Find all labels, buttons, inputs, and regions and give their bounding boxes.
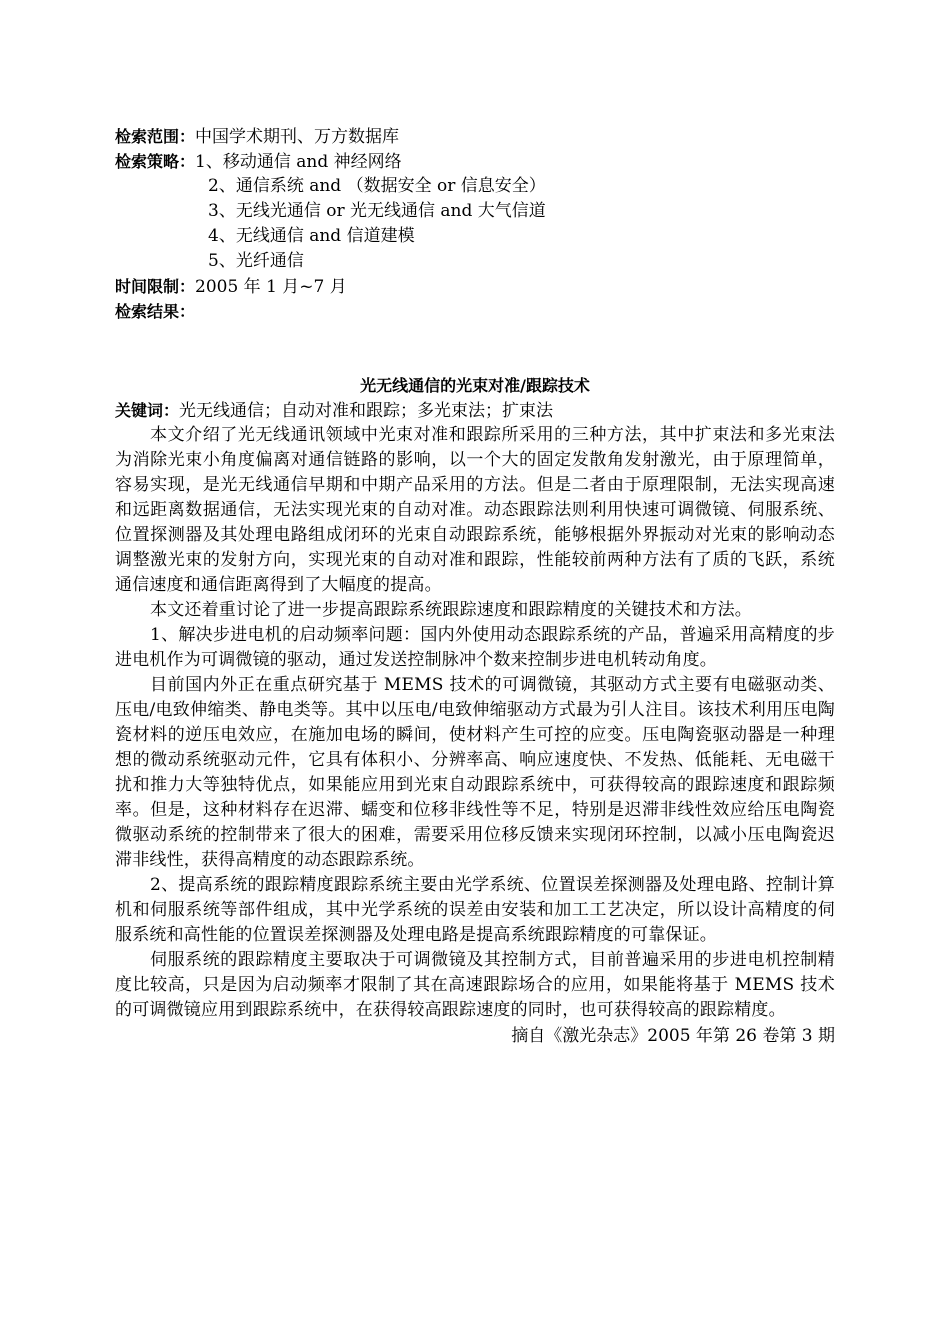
time-limit-label: 时间限制： [115,277,196,296]
search-scope-row [115,124,835,149]
search-result-row [115,299,835,324]
search-strategy-row [115,149,835,174]
search-strategy-item: 1、移动通信 and 神经网络 [195,152,402,172]
search-info [115,124,835,324]
article-paragraph: 本文还着重讨论了进一步提高跟踪系统跟踪速度和跟踪精度的关键技术和方法。 [150,600,752,620]
time-limit-value: 2005 年 1 月~7 月 [195,277,347,297]
search-strategy-row [115,199,835,224]
search-strategy-label: 检索策略： [115,152,196,171]
keywords-label: 关键词： [115,401,180,420]
search-strategy-item: 2、通信系统 and （数据安全 or 信息安全） [208,176,546,196]
search-scope-value: 中国学术期刊、万方数据库 [195,127,400,147]
search-strategy-item: 4、无线通信 and 信道建模 [208,226,415,246]
search-scope-label: 检索范围： [115,127,196,146]
search-result-label: 检索结果： [115,302,196,321]
article-paragraph: 本文介绍了光无线通讯领域中光束对准和跟踪所采用的三种方法，其中扩束法和多光束法为消除光束小角度偏离对通信链路的影响，以一个大的固定发散角发射激光，由于原理简单，容易实现，是光无线通信早期和中期产品采用的方法。但是二者由于原理限制，无法实现高速和远距离数据通信，无法实现光束的自动对准。动态跟踪法则利用快速可调微镜、伺服系统、位置探测器及其处理电路组成闭环的光束自动跟踪系统，能够根据外界振动对光束的影响动态调整激光束的发射方向，实现光束的自动对准和跟踪，性能较前两种方法有了质的飞跃，系统通信速度和通信距离得到了大幅度的提高。 [115,425,835,595]
time-limit-row [115,274,835,299]
article-paragraph: 2、提高系统的跟踪精度跟踪系统主要由光学系统、位置误差探测器及处理电路、控制计算机和伺服系统等部件组成，其中光学系统的误差由安装和加工工艺决定，所以设计高精度的伺服系统和高性能的位置误差探测器及处理电路是提高系统跟踪精度的可靠保证。 [115,875,835,945]
keywords-row [115,398,835,423]
article-paragraph: 目前国内外正在重点研究基于 MEMS 技术的可调微镜，其驱动方式主要有电磁驱动类、压电/电致伸缩类、静电类等。其中以压电/电致伸缩驱动方式最为引人注目。该技术利用压电陶瓷材料的逆压电效应，在施加电场的瞬间，使材料产生可控的应变。压电陶瓷驱动器是一种理想的微动系统驱动元件，它具有体积小、分辨率高、响应速度快、不发热、低能耗、无电磁干扰和推力大等独特优点，如果能应用到光束自动跟踪系统中，可获得较高的跟踪速度和跟踪频率。但是，这种材料存在迟滞、蠕变和位移非线性等不足，特别是迟滞非线性效应给压电陶瓷微驱动系统的控制带来了很大的困难，需要采用位移反馈来实现闭环控制，以减小压电陶瓷迟滞非线性，获得高精度的动态跟踪系统。 [115,675,835,870]
article-source: 摘自《激光杂志》2005 年第 26 卷第 3 期 [511,1026,835,1046]
article-title: 光无线通信的光束对准/跟踪技术 [360,376,590,395]
search-strategy-row [115,224,835,249]
search-strategy-item: 5、光纤通信 [208,251,304,271]
article-paragraph: 伺服系统的跟踪精度主要取决于可调微镜及其控制方式，目前普遍采用的步进电机控制精度比较高，只是因为启动频率才限制了其在高速跟踪场合的应用，如果能将基于 MEMS 技术的可调微镜应用到跟踪系统中，在获得较高跟踪速度的同时，也可获得较高的跟踪精度。 [115,950,835,1020]
search-strategy-row [115,174,835,199]
article [115,373,835,1049]
search-strategy-item: 3、无线光通信 or 光无线通信 and 大气信道 [208,201,546,221]
article-paragraph: 1、解决步进电机的启动频率问题：国内外使用动态跟踪系统的产品，普遍采用高精度的步进电机作为可调微镜的驱动，通过发送控制脉冲个数来控制步进电机转动角度。 [115,625,835,670]
keywords-value: 光无线通信；自动对准和跟踪；多光束法；扩束法 [179,401,554,421]
search-strategy-row [115,249,835,274]
